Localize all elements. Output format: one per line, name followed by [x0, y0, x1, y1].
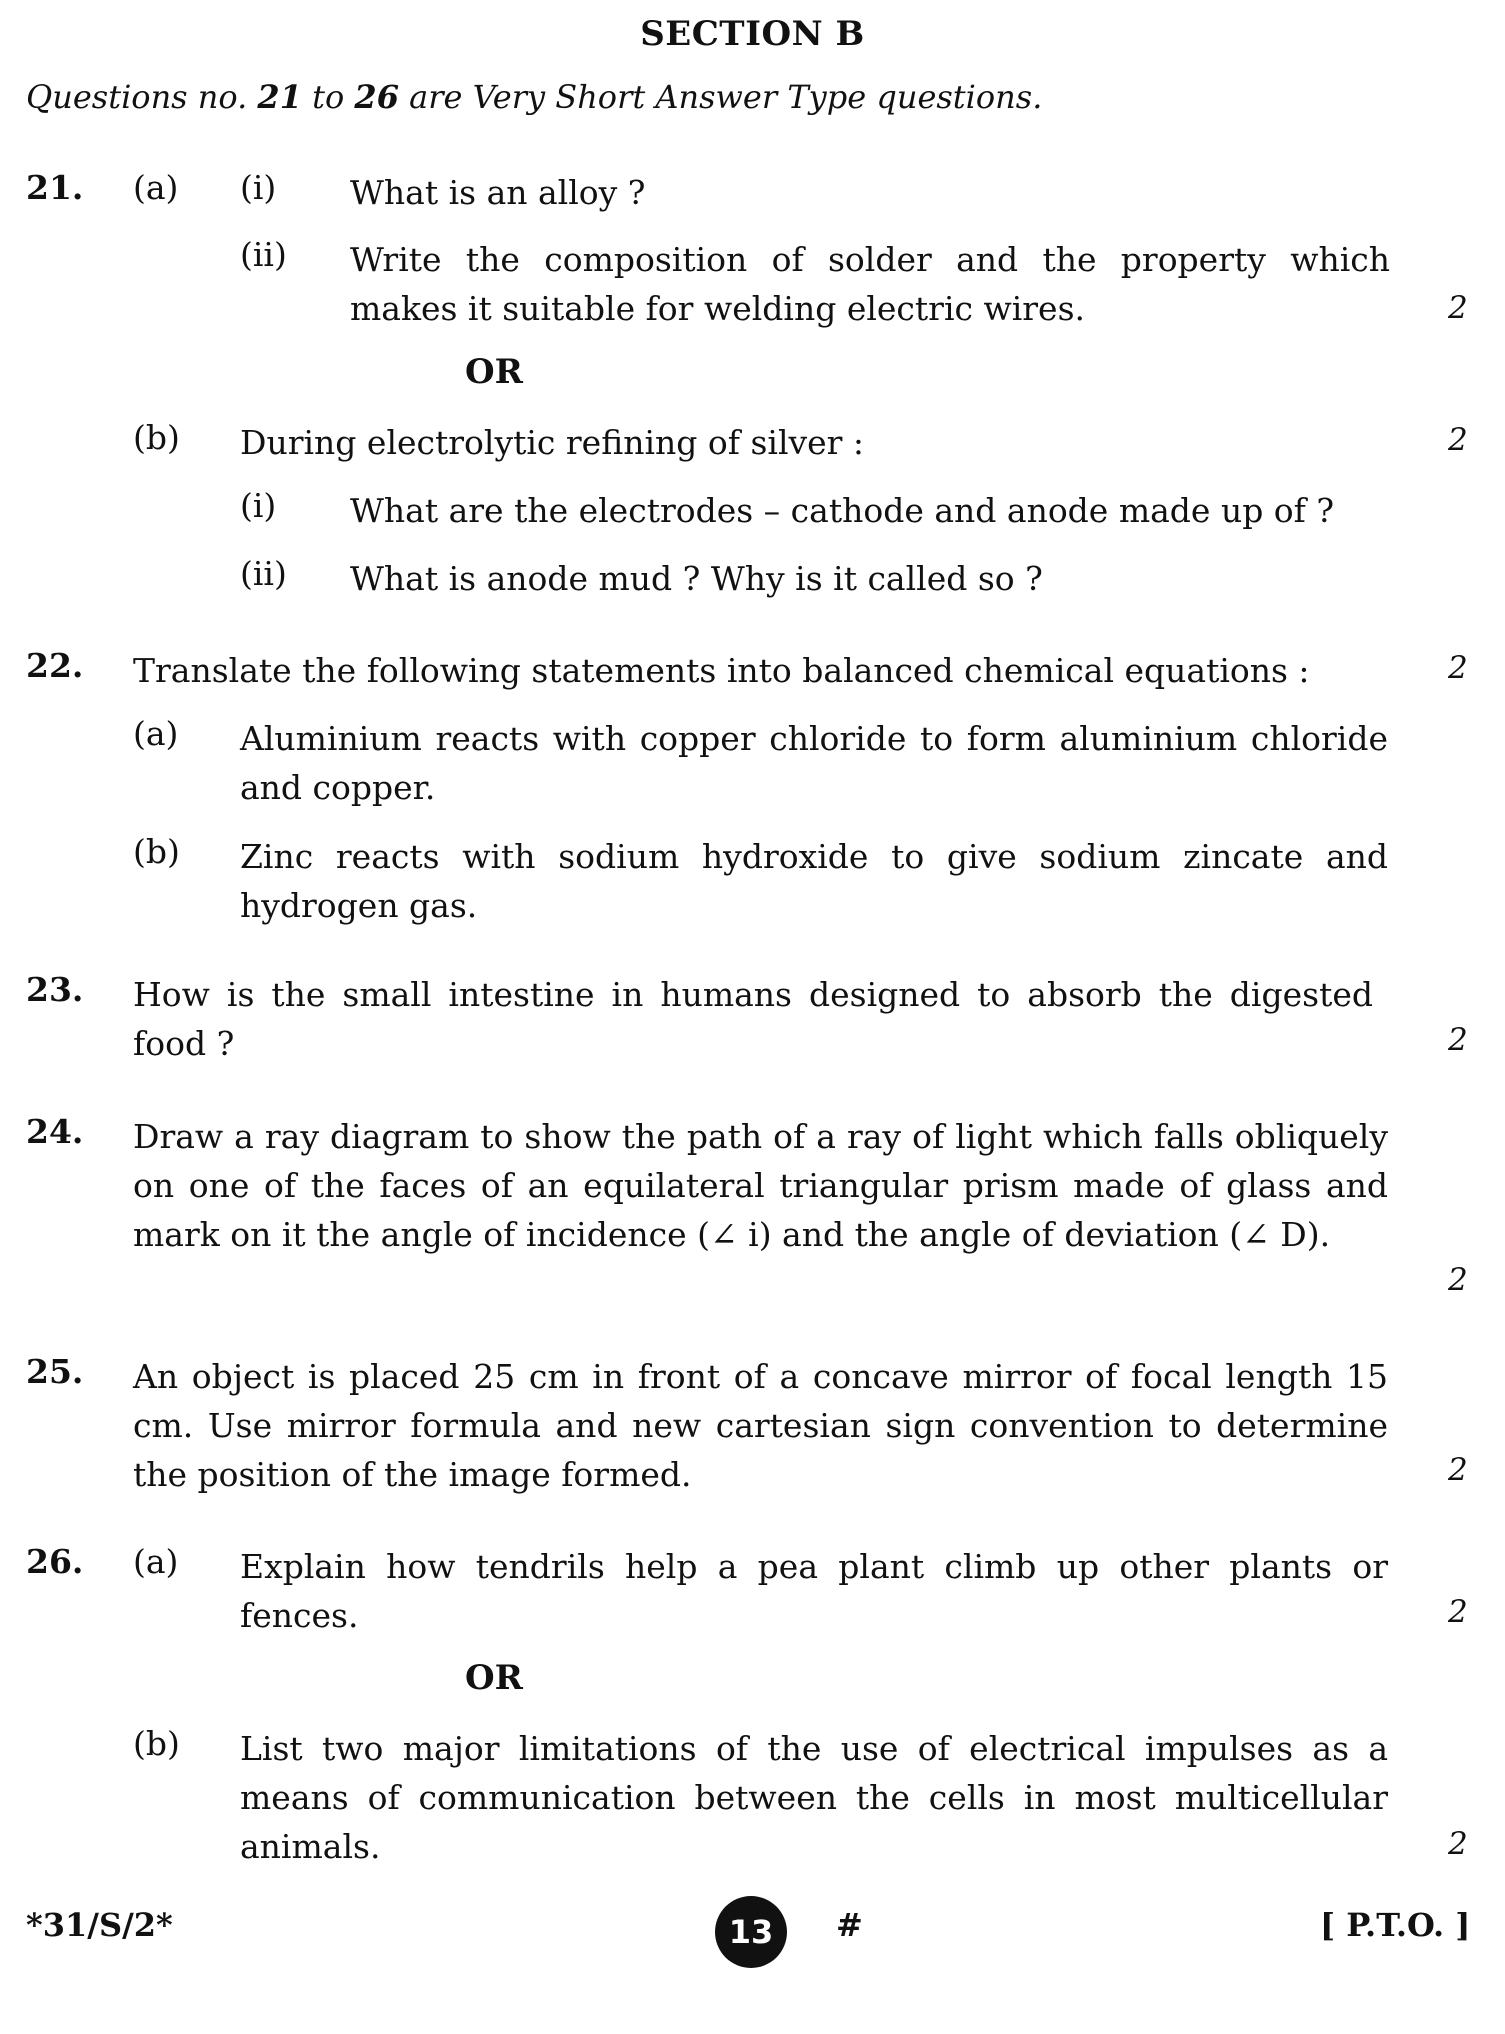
paper-code: *31/S/2* — [26, 1906, 173, 1944]
question-number: 21. — [26, 168, 84, 207]
part-label: (b) — [133, 418, 180, 457]
question-text: How is the small intestine in humans designed to absorb the digested food ? — [133, 975, 1373, 1063]
question-text: Zinc reacts with sodium hydroxide to give sodium zincate and hydrogen gas. — [240, 837, 1388, 925]
question-text: Write the composition of solder and the property which makes it suitable for welding electric wires. — [350, 240, 1390, 328]
subpart-label: (ii) — [240, 235, 287, 274]
marks-label: 2 — [1448, 1452, 1468, 1488]
question-number: 22. — [26, 646, 84, 685]
marks-label: 2 — [1448, 650, 1468, 686]
or-divider: OR — [465, 352, 523, 392]
subpart-label: (ii) — [240, 554, 287, 593]
subpart-label: (i) — [240, 486, 277, 525]
pto-label: [ P.T.O. ] — [1320, 1906, 1471, 1944]
question-number: 23. — [26, 970, 84, 1009]
part-label: (a) — [133, 714, 179, 753]
marks-label: 2 — [1448, 1262, 1468, 1298]
marks-label: 2 — [1448, 1022, 1468, 1058]
question-text: What is an alloy ? — [350, 173, 646, 212]
part-label: (a) — [133, 168, 179, 207]
marks-label: 2 — [1448, 422, 1468, 458]
hash-mark: # — [836, 1906, 863, 1944]
question-text: List two major limitations of the use of electrical impulses as a means of communication between the cells in most multicellular animals. — [240, 1729, 1388, 1866]
question-number: 25. — [26, 1352, 84, 1391]
part-label: (b) — [133, 1724, 180, 1763]
question-text: Translate the following statements into balanced chemical equations : — [133, 651, 1310, 690]
question-text: Explain how tendrils help a pea plant climb up other plants or fences. — [240, 1547, 1388, 1635]
marks-label: 2 — [1448, 290, 1468, 326]
question-number: 24. — [26, 1112, 84, 1151]
question-number: 26. — [26, 1542, 84, 1581]
question-text: What are the electrodes – cathode and anode made up of ? — [350, 491, 1335, 530]
part-label: (a) — [133, 1542, 179, 1581]
question-text: An object is placed 25 cm in front of a concave mirror of focal length 15 cm. Use mirror formula and new cartesian sign convention to determine the position of the image formed. — [133, 1357, 1388, 1494]
part-label: (b) — [133, 832, 180, 871]
question-text: During electrolytic refining of silver : — [240, 423, 865, 462]
question-text: What is anode mud ? Why is it called so ? — [350, 559, 1043, 598]
question-range-start: 21 — [257, 78, 302, 116]
question-text: Draw a ray diagram to show the path of a ray of light which falls obliquely on one of the faces of an equilateral triangular prism made of glass and mark on it the angle of incidence (∠ i) and the angle of deviation (∠ D). — [133, 1117, 1388, 1254]
page-number-badge: 13 — [715, 1896, 787, 1968]
section-instructions: Questions no. 21 to 26 are Very Short Answer Type questions. — [26, 78, 1043, 116]
section-title: SECTION B — [640, 14, 865, 54]
question-range-end: 26 — [354, 78, 399, 116]
subpart-label: (i) — [240, 168, 277, 207]
marks-label: 2 — [1448, 1826, 1468, 1862]
marks-label: 2 — [1448, 1594, 1468, 1630]
or-divider: OR — [465, 1658, 523, 1698]
question-text: Aluminium reacts with copper chloride to form aluminium chloride and copper. — [240, 719, 1388, 807]
